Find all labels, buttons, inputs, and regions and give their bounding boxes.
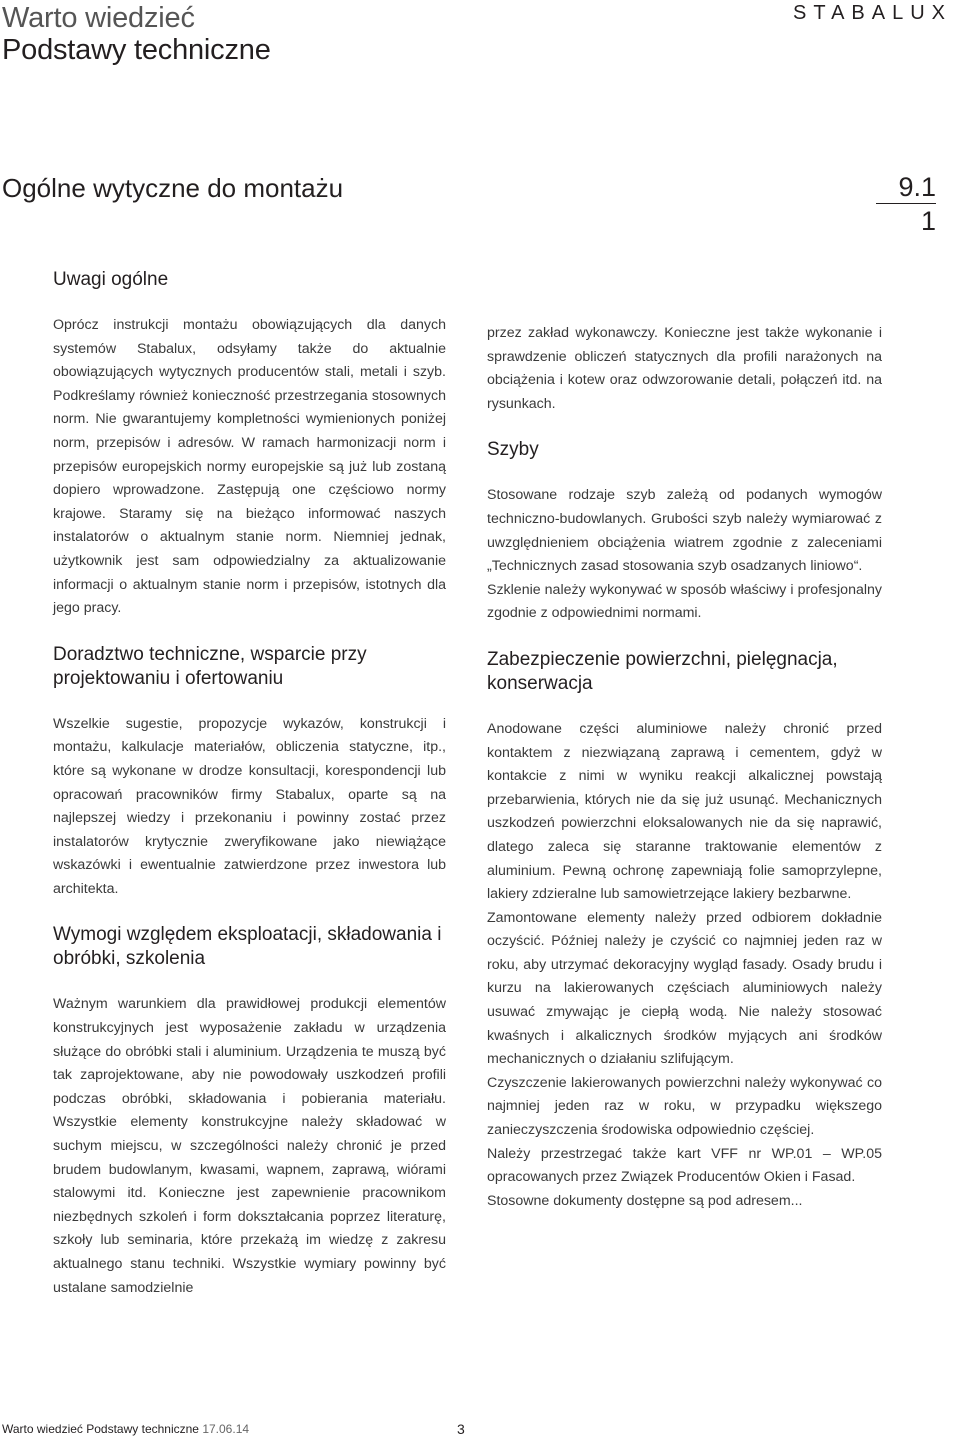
paragraph-uwagi: Oprócz instrukcji montażu obowiązujących dla danych systemów Stabalux, odsyłamy także do aktualnie obowiązujących wytycznych producentów stali, metali i szyb. Podkreślamy również konieczność przestrzegania stosownych norm. Nie gwarantujemy kompletności wymienionych poniżej norm, przepisów i adresów. W ramach harmonizacji norm i przepisów europejskich normy europejskie są już lub zostaną dopiero wprowadzone. Zastępują one częściowo normy krajowe. Staramy się na bieżąco informować naszych instalatorów o aktualnym stanie norm. Niemniej jednak, użytkownik jest sam odpowiedzialny za aktualizowanie informacji o aktualnym stanie norm i przepisów, istotnych dla jego pracy. — [53, 317, 446, 617]
section-number-bottom: 1 — [920, 206, 936, 236]
page-number: 3 — [457, 1421, 465, 1437]
footer-title: Warto wiedzieć Podstawy techniczne — [2, 1422, 199, 1436]
section-number — [876, 172, 936, 236]
header-title-line2: Podstawy techniczne — [2, 34, 271, 66]
section-title: Ogólne wytyczne do montażu — [2, 173, 344, 203]
brand-logo: STABALUX — [793, 2, 952, 24]
left-column — [53, 268, 446, 1300]
heading-doradztwo: Doradztwo techniczne, wsparcie przy projektowaniu i ofertowaniu — [53, 643, 367, 689]
paragraph-doradztwo: Wszelkie sugestie, propozycje wykazów, konstrukcji i montażu, kalkulacje materiałów, obliczenia statyczne, itp., które są wykonane w drodze konsultacji, korespondencji lub opracowań pracowników firmy Stabalux, oparte są na najlepszej wiedzy i przekonaniu i powinny zostać przez instalatorów krytycznie zweryfikowane jako niewiążące wskazówki i ewentualnie zatwierdzone przez inwestora lub architekta. — [53, 715, 446, 897]
paragraph-szyby-1: Stosowane rodzaje szyb zależą od podanych wymogów techniczno-budowlanych. Grubości szyb należy wymiarować z uwzględnieniem obciążenia wiatrem zgodnie z zaleceniami „Technicznych zasad stosowania szyb osadzanych liniowo“. — [487, 487, 882, 575]
section-number-top: 9.1 — [876, 172, 936, 204]
paragraph-zabezp-1: Anodowane części aluminiowe należy chronić przed kontaktem z niezwiązaną zaprawą i cementem, gdyż w kontakcie z nimi w wyniku reakcji alkalicznej powstają przebarwienia, których nie da się już usunąć. Mechanicznych uszkodzeń powierzchni eloksalowanych nie da się naprawić, dlatego zaleca się staranne traktowanie elementów z aluminium. Pewną ochronę zapewniają folie samoprzylepne, lakiery zdzieralne lub samowietrzejące lakiery bezbarwne. — [487, 720, 882, 903]
footer — [2, 1422, 249, 1436]
paragraph-zabezp-2: Zamontowane elementy należy przed odbiorem dokładnie oczyścić. Później należy je czyścić co najmniej jeden raz w roku, aby utrzymać dekoracyjny wygląd fasady. Osady brudu i kurzu na lakierowanych częściach aluminiowych należy usuwać zmywając je ciepłą wodą. Nie należy stosować kwaśnych i alkalicznych środków myjących ani środków mechanicznych o działaniu szlifującym. — [487, 909, 882, 1068]
footer-date: 17.06.14 — [202, 1422, 250, 1436]
heading-szyby: Szyby — [487, 439, 539, 461]
paragraph-zabezp-4: Należy przestrzegać także kart VFF nr WP.01 – WP.05 opracowanych przez Związek Producentów Okien i Fasad. — [487, 1145, 882, 1186]
document-header — [2, 2, 271, 66]
paragraph-continuation: przez zakład wykonawczy. Konieczne jest także wykonanie i sprawdzenie obliczeń statycznych dla profili narażonych na obciążenia i kotew oraz odwzorowanie detali, połączeń itd. na rysunkach. — [487, 325, 882, 412]
right-column — [487, 322, 882, 1213]
heading-wymogi: Wymogi względem eksploatacji, składowania i obróbki, szkolenia — [53, 924, 442, 970]
header-title-line1: Warto wiedzieć — [2, 2, 195, 34]
heading-zabezpieczenie: Zabezpieczenie powierzchni, pielęgnacja, konserwacja — [487, 648, 838, 694]
paragraph-szyby-2: Szklenie należy wykonywać w sposób właściwy i profesjonalny zgodnie z odpowiednimi normami. — [487, 581, 882, 622]
paragraph-zabezp-3: Czyszczenie lakierowanych powierzchni należy wykonywać co najmniej jeden raz w roku, w przypadku większego zanieczyszczenia środowiska odpowiednio częściej. — [487, 1074, 882, 1139]
heading-uwagi: Uwagi ogólne — [53, 269, 169, 290]
paragraph-zabezp-5: Stosowne dokumenty dostępne są pod adresem... — [487, 1192, 803, 1209]
paragraph-wymogi: Ważnym warunkiem dla prawidłowej produkcji elementów konstrukcyjnych jest wyposażenie zakładu w urządzenia służące do obróbki stali i aluminium. Urządzenia te muszą być tak zaprojektowane, aby nie powodowały uszkodzeń profili podczas obróbki, składowania i pobierania materiału. Wszystkie elementy konstrukcyjne należy składować w suchym miejscu, w szczególności należy chronić je przed brudem budowlanym, kwasami, wapnem, zaprawą, wiórami stalowymi itd. Konieczne jest zapewnienie pracownikom niezbędnych szkoleń i form dokształcania poprzez literaturę, szkoły lub seminaria, które przekażą im wiedzę z zakresu aktualnego stanu techniki. Wszystkie wymiary powinny być ustalane samodzielnie — [53, 996, 446, 1296]
